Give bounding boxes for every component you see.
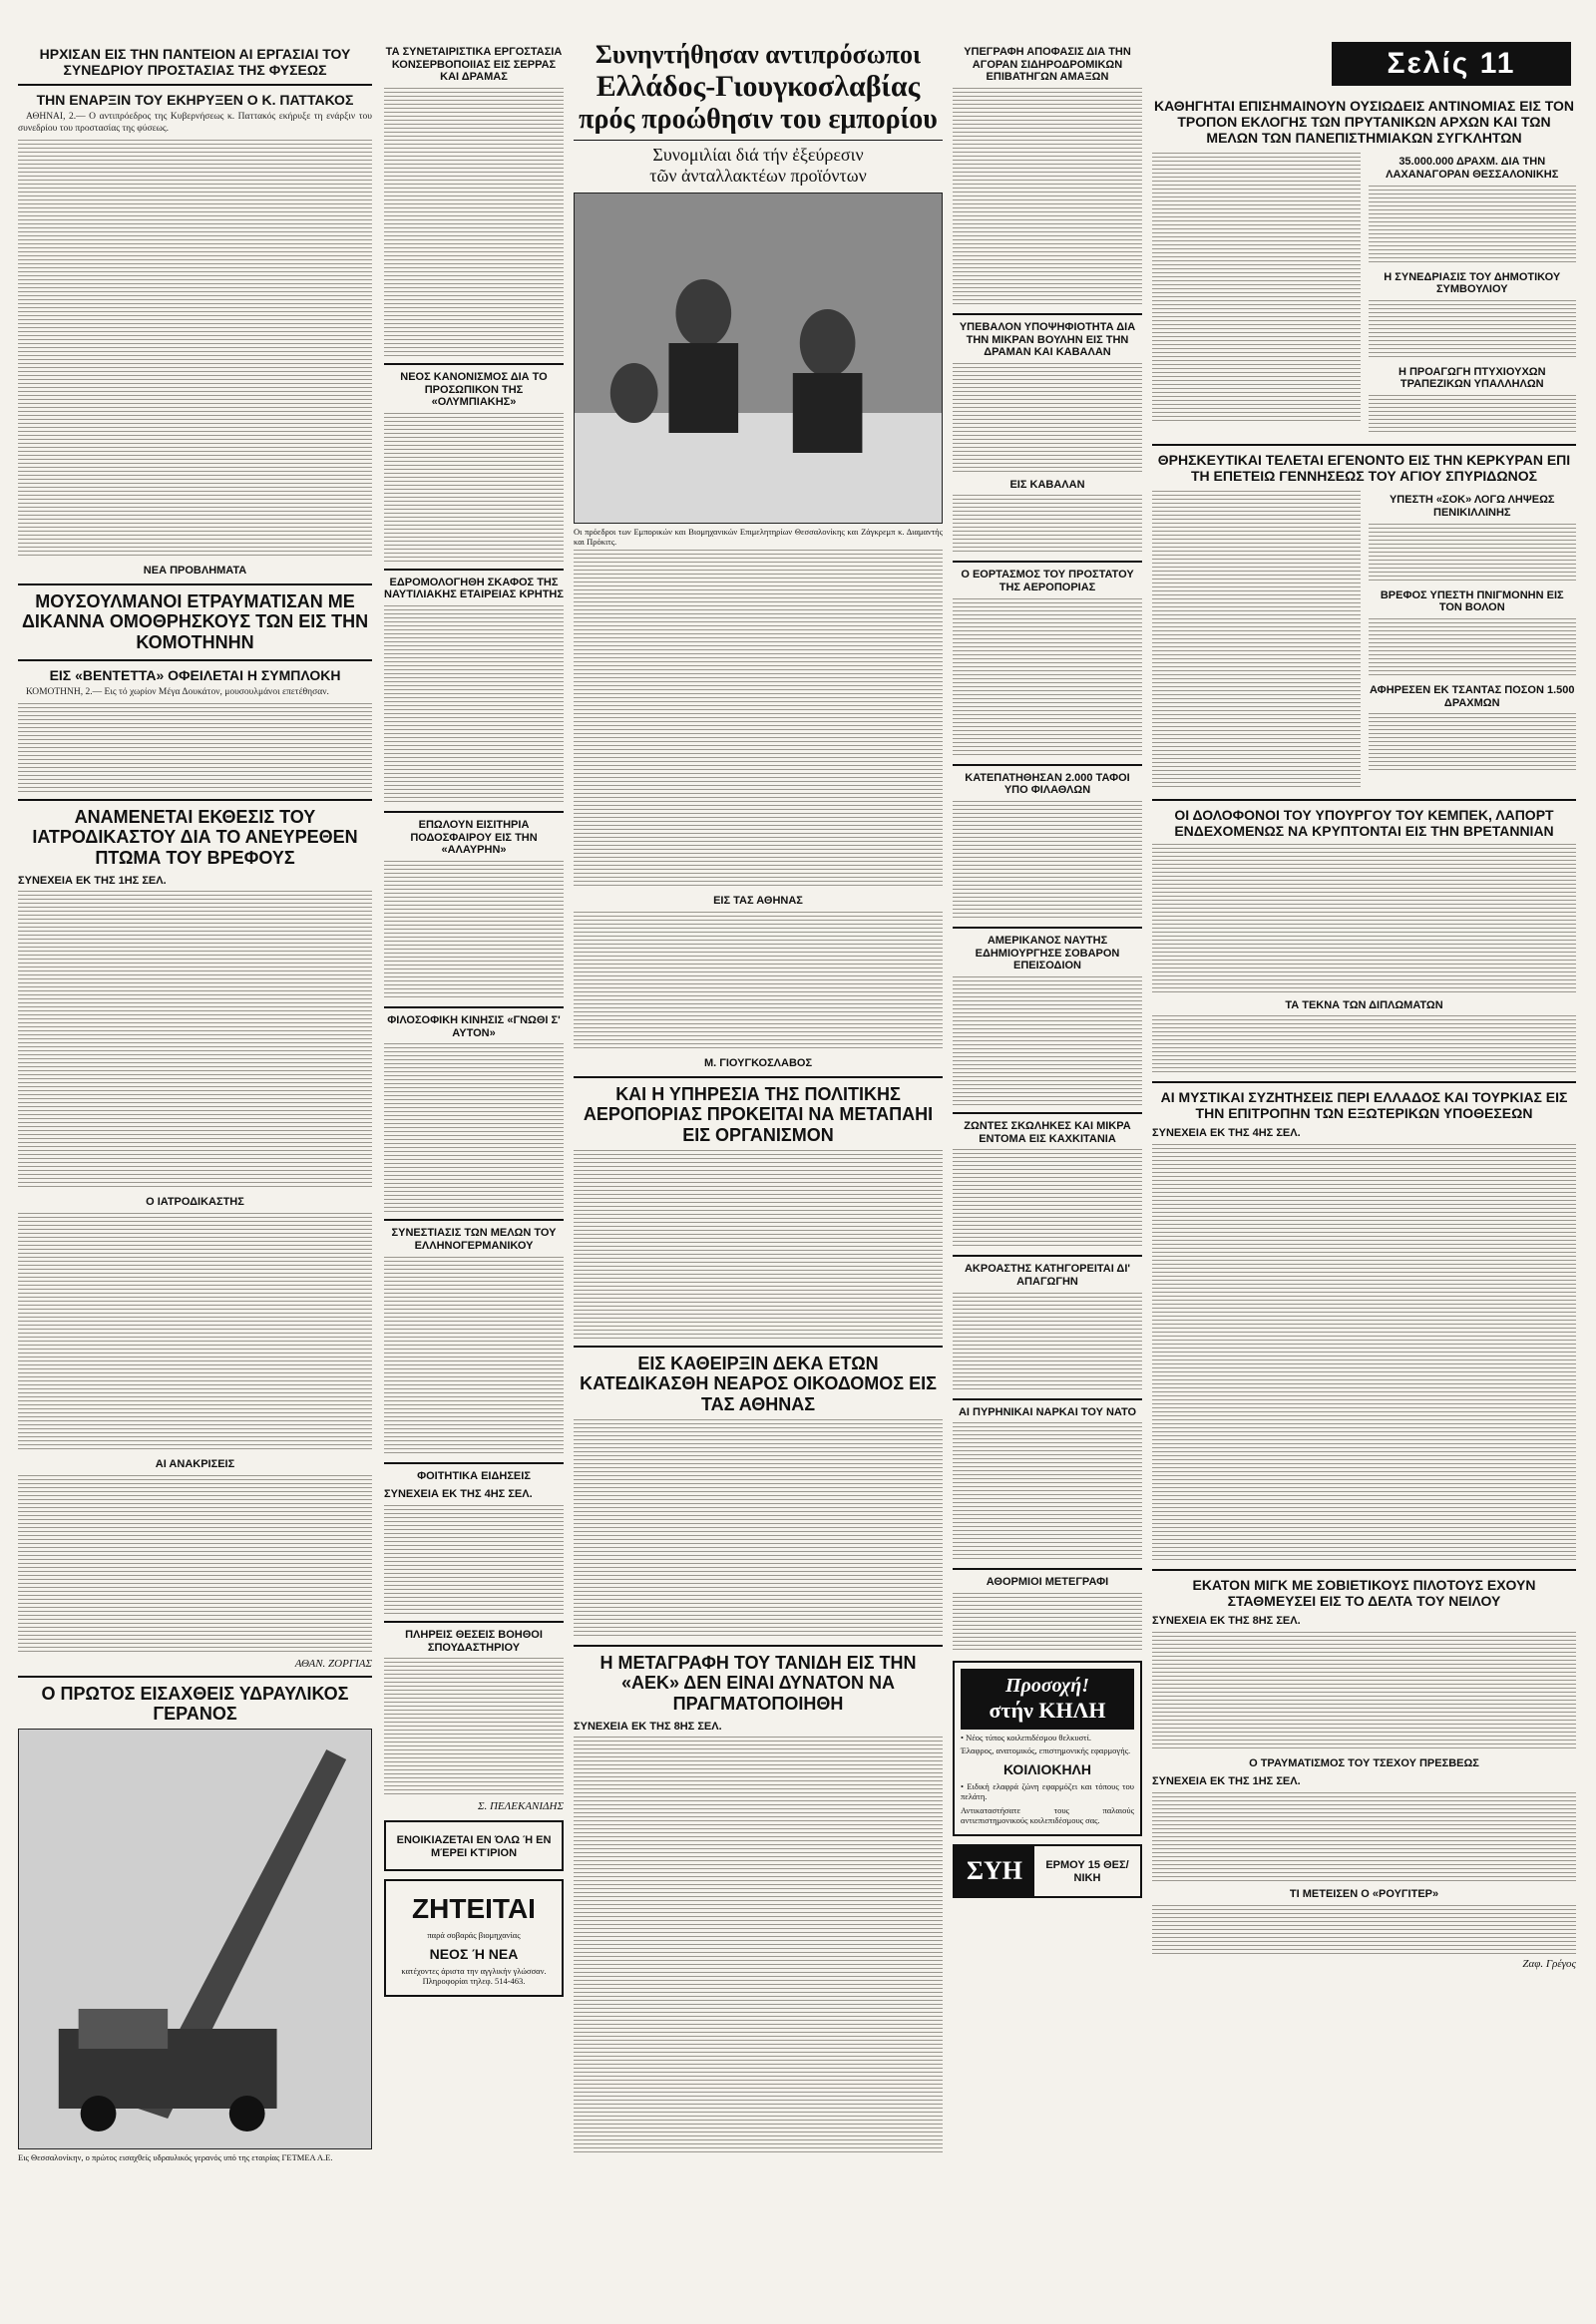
text-block xyxy=(953,1293,1142,1392)
text-block xyxy=(1369,300,1577,360)
divider xyxy=(384,1462,564,1464)
headline-football-tickets: ΕΠΩΛΟΥΝ ΕΙΣΙΤΗΡΙΑ ΠΟΔΟΣΦΑΙΡΟΥ ΕΙΣ ΤΗΝ «ΑΛΑΥΡΗΝ» xyxy=(410,819,538,857)
text-block xyxy=(953,1422,1142,1562)
divider xyxy=(18,1676,372,1678)
text-block xyxy=(18,1475,372,1655)
divider xyxy=(574,1346,943,1348)
advertisement-hernia xyxy=(953,1661,1142,1836)
subhead-kavala: ΕΙΣ ΚΑΒΑΛΑΝ xyxy=(1009,478,1085,491)
headline-corfu-ceremonies: ΘΡΗΣΚΕΥΤΙΚΑΙ ΤΕΛΕΤΑΙ ΕΓΕΝΟΝΤΟ ΕΙΣ ΤΗΝ ΚΕΡΚΥΡΑΝ ΕΠΙ ΤΗ ΕΠΕΤΕΙΩ ΓΕΝΝΗΣΕΩΣ ΤΟΥ ΑΓΙΟΥ ΣΠΥΡΙΔΩΝΟΣ xyxy=(1157,452,1571,485)
text-block xyxy=(1369,524,1577,583)
ad-subtitle: παρά σοβαράς βιομηχανίας xyxy=(427,1929,521,1940)
subhead-new-problems: ΝΕΑ ΠΡΟΒΛΗΜΑΤΑ xyxy=(143,565,247,578)
headline-infant-volos: ΒΡΕΦΟΣ ΥΠΕΣΤΗ ΠΝΙΓΜΟΝΗΝ ΕΙΣ ΤΟΝ ΒΟΛΟΝ xyxy=(1380,588,1564,614)
divider xyxy=(953,561,1142,563)
ad-attention: Προσοχή! xyxy=(1004,1674,1090,1697)
continued-note: ΣΥΝΕΧΕΙΑ ΕΚ ΤΗΣ 4ΗΣ ΣΕΛ. xyxy=(1152,1127,1301,1140)
byline: ΑΘΑΝ. ΖΟΡΓΙΑΣ xyxy=(294,1657,372,1670)
deck-1: Συνομιλίαι διά τήν ἐξεύρεσιν xyxy=(652,145,864,165)
headline-builder-sentenced: ΕΙΣ ΚΑΘΕΙΡΞΙΝ ΔΕΚΑ ΕΤΩΝ ΚΑΤΕΔΙΚΑΣΘΗ ΝΕΑΡΟΣ ΟΙΚΟΔΟΜΟΣ ΕΙΣ ΤΑΣ ΑΘΗΝΑΣ xyxy=(580,1353,937,1415)
divider xyxy=(18,84,372,86)
subhead-investigations: ΑΙ ΑΝΑΚΡΙΣΕΙΣ xyxy=(155,1458,235,1471)
ad-store-box xyxy=(953,1844,1142,1898)
divider xyxy=(384,1219,564,1221)
two-column-block xyxy=(1152,488,1576,793)
text-block xyxy=(384,861,564,1000)
headline-mig-nile-delta: ΕΚΑΤΟΝ ΜΙΓΚ ΜΕ ΣΟΒΙΕΤΙΚΟΥΣ ΠΙΛΟΤΟΥΣ ΕΧΟΥΝ ΣΤΑΘΜΕΥΣΕΙ ΕΙΣ ΤΟ ΔΕΛΤΑ ΤΟΥ ΝΕΙΛΟΥ xyxy=(1192,1576,1536,1610)
subhead-coroner: Ο ΙΑΤΡΟΔΙΚΑΣΤΗΣ xyxy=(146,1196,244,1209)
divider xyxy=(953,764,1142,766)
text-block xyxy=(1152,491,1361,790)
continued-note: ΣΥΝΕΧΕΙΑ ΕΚ ΤΗΣ 1ΗΣ ΣΕΛ. xyxy=(18,874,167,887)
banner-headline-3: πρός προώθησιν του εμπορίου xyxy=(579,104,938,135)
ad-store-address: ΕΡΜΟΥ 15 ΘΕΣ/ΝΙΚΗ xyxy=(1045,1859,1129,1885)
divider xyxy=(1152,444,1576,446)
text-block xyxy=(1369,618,1577,678)
divider xyxy=(18,583,372,585)
text-block xyxy=(953,598,1142,758)
ad-role: ΝΕΟΣ Ή ΝΕΑ xyxy=(429,1945,519,1962)
headline-transfers: ΑΘΟΡΜΙΟΙ ΜΕΤΕΓΡΑΦΙ xyxy=(986,1576,1109,1589)
headline-tanidis-transfer: Η ΜΕΤΑΓΡΑΦΗ ΤΟΥ ΤΑΝΙΔΗ ΕΙΣ ΤΗΝ «ΑΕΚ» ΔΕΝ ΕΙΝΑΙ ΔΥΝΑΤΟΝ ΝΑ ΠΡΑΓΜΑΤΟΠΟΙΗΘΗ xyxy=(599,1652,917,1715)
divider xyxy=(1152,1569,1576,1571)
headline-student-news: ΦΟΙΤΗΤΙΚΑ ΕΙΔΗΣΕΙΣ xyxy=(417,1469,531,1482)
text-block xyxy=(574,550,943,889)
text-block xyxy=(953,495,1142,555)
sub-column-right xyxy=(1369,488,1577,793)
headline-bank-employees: Η ΠΡΟΑΓΩΓΗ ΠΤΥΧΙΟΥΧΩΝ ΤΡΑΠΕΖΙΚΩΝ ΥΠΑΛΛΗΛΩΝ xyxy=(1397,365,1546,391)
column-2 xyxy=(384,40,564,2304)
headline-penicillin-shock: ΥΠΕΣΤΗ «ΣΟΚ» ΛΟΓΩ ΛΗΨΕΩΣ ΠΕΝΙΚΙΛΛΙΝΗΣ xyxy=(1389,494,1555,519)
divider xyxy=(953,1398,1142,1400)
text-block xyxy=(1152,1632,1576,1751)
headline-small-parliament: ΥΠΕΒΑΛΟΝ ΥΠΟΨΗΦΙΟΤΗΤΑ ΔΙΑ ΤΗΝ ΜΙΚΡΑΝ ΒΟΥΛΗΝ ΕΙΣ ΤΗΝ ΔΡΑΜΑΝ ΚΑΙ ΚΑΒΑΛΑΝ xyxy=(959,320,1136,359)
ad-text: ΕΝΟΙΚΙΑΖΕΤΑΙ ΕΝ ΌΛΩ Ή ΕΝ ΜΈΡΕΙ ΚΤΊΡΙΟΝ xyxy=(396,1834,552,1859)
headline-nato-mines: ΑΙ ΠΥΡΗΝΙΚΑΙ ΝΑΡΚΑΙ ΤΟΥ ΝΑΤΟ xyxy=(958,1405,1137,1418)
text-block xyxy=(574,912,943,1051)
continued-note: ΣΥΝΕΧΕΙΑ ΕΚ ΤΗΣ 8ΗΣ ΣΕΛ. xyxy=(574,1720,722,1733)
text-block xyxy=(1369,713,1577,773)
headline-komotini: ΜΟΥΣΟΥΛΜΑΝΟΙ ΕΤΡΑΥΜΑΤΙΣΑΝ ΜΕ ΔΙΚΑΝΝΑ ΟΜΟΘΡΗΣΚΟΥΣ ΤΩΝ ΕΙΣ ΤΗΝ ΚΟΜΟΤΗΝΗΝ xyxy=(21,590,369,653)
text-block xyxy=(384,1505,564,1615)
meeting-image xyxy=(575,194,942,523)
text-block xyxy=(1369,186,1577,265)
text-block xyxy=(953,1149,1142,1249)
column-5 xyxy=(1152,92,1576,2304)
text-block xyxy=(384,605,564,805)
text-block xyxy=(1152,1144,1576,1563)
ad-header xyxy=(961,1669,1134,1730)
headline-greek-german: ΣΥΝΕΣΤΙΑΣΙΣ ΤΩΝ ΜΕΛΩΝ ΤΟΥ ΕΛΛΗΝΟΓΕΡΜΑΝΙΚΟΥ xyxy=(391,1227,557,1252)
text-block xyxy=(953,801,1142,921)
text-block xyxy=(1152,153,1361,422)
headline-coroner: ΑΝΑΜΕΝΕΤΑΙ ΕΚΘΕΣΙΣ ΤΟΥ ΙΑΤΡΟΔΙΚΑΣΤΟΥ ΔΙΑ ΤΟ ΑΝΕΥΡΕΘΕΝ ΠΤΩΜΑ ΤΟΥ ΒΡΕΦΟΥΣ xyxy=(32,806,358,869)
divider xyxy=(384,1621,564,1623)
continued-note: ΣΥΝΕΧΕΙΑ ΕΚ ΤΗΣ 1ΗΣ ΣΕΛ. xyxy=(1152,1775,1301,1788)
divider xyxy=(574,140,943,141)
text-block xyxy=(574,1150,943,1340)
headline-crane: Ο ΠΡΩΤΟΣ ΕΙΣΑΧΘΕΙΣ ΥΔΡΑΥΛΙΚΟΣ ΓΕΡΑΝΟΣ xyxy=(41,1683,349,1725)
divider xyxy=(953,1255,1142,1257)
text-block xyxy=(18,1213,372,1452)
text-block xyxy=(384,1257,564,1456)
text-block xyxy=(1152,1015,1576,1075)
subhead-diplomats-children: ΤΑ ΤΕΚΝΑ ΤΩΝ ΔΙΠΛΩΜΑΤΩΝ xyxy=(1285,998,1443,1011)
text-block xyxy=(953,88,1142,307)
sub-column-right xyxy=(1369,150,1577,438)
text-block xyxy=(384,1658,564,1797)
text-block xyxy=(18,703,372,793)
subhead-yugoslav: Μ. ΓΙΟΥΓΚΟΣΛΑΒΟΣ xyxy=(703,1057,813,1070)
text-block xyxy=(1152,1905,1576,1955)
text-block xyxy=(384,88,564,357)
headline-canneries: ΤΑ ΣΥΝΕΤΑΙΡΙΣΤΙΚΑ ΕΡΓΟΣΤΑΣΙΑ ΚΟΝΣΕΡΒΟΠΟΙΙΑΣ ΕΙΣ ΣΕΡΡΑΣ ΚΑΙ ΔΡΑΜΑΣ xyxy=(385,46,563,84)
divider xyxy=(953,1568,1142,1570)
text-block xyxy=(1152,1792,1576,1882)
headline-vegetable-market: 35.000.000 ΔΡΑΧΜ. ΔΙΑ ΤΗΝ ΛΑΧΑΝΑΓΟΡΑΝ ΘΕΣΣΑΛΟΝΙΚΗΣ xyxy=(1386,156,1559,181)
crane-photo xyxy=(18,1729,372,2149)
text-block xyxy=(574,1419,943,1639)
subhead-pattakos: ΤΗΝ ΕΝΑΡΞΙΝ ΤΟΥ ΕΚΗΡΥΞΕΝ Ο Κ. ΠΑΤΤΑΚΟΣ xyxy=(36,92,354,109)
headline-olympic: ΝΕΟΣ ΚΑΝΟΝΙΣΜΟΣ ΔΙΑ ΤΟ ΠΡΟΣΩΠΙΚΟΝ ΤΗΣ «ΟΛΥΜΠΙΑΚΗΣ» xyxy=(400,370,548,409)
two-column-block xyxy=(1152,150,1576,438)
headline-kidnapping: ΑΚΡΟΑΣΤΗΣ ΚΑΤΗΓΟΡΕΙΤΑΙ ΔΙ' ΑΠΑΓΩΓΗΝ xyxy=(964,1263,1130,1288)
ad-heading: ΚΟΙΛΙΟΚΗΛΗ xyxy=(1002,1761,1092,1778)
ad-store-logo: ΣΥΗ xyxy=(955,1846,1034,1896)
headline-city-council: Η ΣΥΝΕΔΡΙΑΣΙΣ ΤΟΥ ΔΗΜΟΤΙΚΟΥ ΣΥΜΒΟΥΛΙΟΥ xyxy=(1384,270,1561,296)
divider xyxy=(384,363,564,365)
column-1 xyxy=(18,40,372,2304)
headline-assistant-posts: ΠΛΗΡΕΙΣ ΘΕΣΕΙΣ ΒΟΗΘΟΙ ΣΠΟΥΔΑΣΤΗΡΙΟΥ xyxy=(405,1628,543,1654)
sub-column-left xyxy=(1152,150,1361,438)
ad-title: ΖΗΤΕΙΤΑΙ xyxy=(412,1893,536,1925)
meeting-photo xyxy=(574,193,943,524)
headline-graves-trampled: ΚΑΤΕΠΑΤΗΘΗΣΑΝ 2.000 ΤΑΦΟΙ ΥΠΟ ΦΙΛΑΘΛΩΝ xyxy=(965,771,1130,797)
continued-note: ΣΥΝΕΧΕΙΑ ΕΚ ΤΗΣ 8ΗΣ ΣΕΛ. xyxy=(1152,1615,1301,1628)
divider xyxy=(1152,1081,1576,1083)
text-block xyxy=(18,140,372,559)
subhead-reuter: ΤΙ ΜΕΤΕΙΣΕΝ Ο «ΡΟΥΓΙΤΕΡ» xyxy=(1289,1888,1439,1901)
meeting-caption: Οι πρόεδροι των Εμπορικών και Βιομηχανικών Επιμελητηρίων Θεσσαλονίκης και Ζάγκρεμπ κ. Διαμαντής και Πρόκιτς. xyxy=(574,527,943,548)
headline-purse-theft: ΑΦΗΡΕΣΕΝ ΕΚ ΤΣΑΝΤΑΣ ΠΟΣΟΝ 1.500 ΔΡΑΧΜΩΝ xyxy=(1370,683,1575,709)
article-text: ΚΟΜΟΤΗΝΗ, 2.— Εις τό χωρίον Μέγα Δουκάτον, μουσουλμάνοι επετέθησαν. xyxy=(26,686,329,697)
deck-2: τῶν ἀνταλλακτέων προϊόντων xyxy=(649,166,867,186)
divider xyxy=(1152,799,1576,801)
headline-greece-turkey-talks: ΑΙ ΜΥΣΤΙΚΑΙ ΣΥΖΗΤΗΣΕΙΣ ΠΕΡΙ ΕΛΛΑΔΟΣ ΚΑΙ ΤΟΥΡΚΙΑΣ ΕΙΣ ΤΗΝ ΕΠΙΤΡΟΠΗΝ ΤΩΝ ΕΞΩΤΕΡΙΚΩΝ ΥΠΟΘΕΣΕΩΝ xyxy=(1160,1089,1568,1122)
headline-crete-ship: ΕΔΡΟΜΟΛΟΓΗΘΗ ΣΚΑΦΟΣ ΤΗΣ ΝΑΥΤΙΛΙΑΚΗΣ ΕΤΑΙΡΕΙΑΣ ΚΡΗΤΗΣ xyxy=(384,576,564,601)
ad-line: • Νέος τύπος κοιλεπιδέσμου θελκυστί. xyxy=(961,1732,1091,1743)
divider xyxy=(18,799,372,801)
byline: Σ. ΠΕΛΕΚΑΝΙΔΗΣ xyxy=(477,1800,564,1813)
continued-note: ΣΥΝΕΧΕΙΑ ΕΚ ΤΗΣ 4ΗΣ ΣΕΛ. xyxy=(384,1488,533,1501)
ad-line: Αντικαταστήσατε τους παλαιούς αντιεπιστημονικούς κοιλεπιδέσμους σας. xyxy=(961,1804,1134,1825)
headline-airforce-patron: Ο ΕΟΡΤΑΣΜΟΣ ΤΟΥ ΠΡΟΣΤΑΤΟΥ ΤΗΣ ΑΕΡΟΠΟΡΙΑΣ xyxy=(961,569,1134,594)
headline-quebec-murderers: ΟΙ ΔΟΛΟΦΟΝΟΙ ΤΟΥ ΥΠΟΥΡΓΟΥ ΤΟΥ ΚΕΜΠΕΚ, ΛΑΠΟΡΤ ΕΝΔΕΧΟΜΕΝΩΣ ΝΑ ΚΡΥΠΤΟΝΤΑΙ ΕΙΣ ΤΗΝ ΒΡΕΤΑΝΝΙΑΝ xyxy=(1174,807,1554,840)
subhead-czech-ambassador: Ο ΤΡΑΥΜΑΤΙΣΜΟΣ ΤΟΥ ΤΣΕΧΟΥ ΠΡΕΣΒΕΩΣ xyxy=(1249,1756,1479,1769)
divider xyxy=(574,1076,943,1078)
column-3 xyxy=(574,40,943,2304)
banner-headline-1: Συνηντήθησαν αντιπρόσωποι xyxy=(595,40,922,69)
headline-nature-congress: ΗΡΧΙΣΑΝ ΕΙΣ ΤΗΝ ΠΑΝΤΕΙΟΝ ΑΙ ΕΡΓΑΣΙΑΙ ΤΟΥ ΣΥΝΕΔΡΙΟΥ ΠΡΟΣΤΑΣΙΑΣ ΤΗΣ ΦΥΣΕΩΣ xyxy=(39,46,351,79)
text-block xyxy=(953,976,1142,1106)
headline-american-sailor: ΑΜΕΡΙΚΑΝΟΣ ΝΑΥΤΗΣ ΕΔΗΜΙΟΥΡΓΗΣΕ ΣΟΒΑΡΟΝ ΕΠΕΙΣΟΔΙΟΝ xyxy=(975,935,1120,972)
text-block xyxy=(384,413,564,563)
page-number-masthead: Σελίς 11 xyxy=(1332,42,1571,86)
sub-column-left xyxy=(1152,488,1361,793)
divider xyxy=(574,1645,943,1647)
divider xyxy=(953,927,1142,929)
subhead-athens: ΕΙΣ ΤΑΣ ΑΘΗΝΑΣ xyxy=(713,895,803,908)
column-4 xyxy=(953,40,1142,2304)
divider xyxy=(953,313,1142,315)
ad-details: κατέχοντες άριστα την αγγλικήν γλώσσαν. Πληροφορίαι τηλεφ. 514-463. xyxy=(401,1965,547,1987)
divider xyxy=(953,1112,1142,1114)
text-block xyxy=(18,891,372,1190)
ad-line: Έλαφρος, ανατομικός, επιστημονικής εφαρμογής. xyxy=(961,1745,1131,1755)
article-text: ΑΘΗΝΑΙ, 2.— Ο αντιπρόεδρος της Κυβερνήσεως κ. Παττακός εκήρυξε τη ενάρξιν του συνεδρίου του προστασίας της φύσεως. xyxy=(18,112,372,135)
headline-railway-cars: ΥΠΕΓΡΑΦΗ ΑΠΟΦΑΣΙΣ ΔΙΑ ΤΗΝ ΑΓΟΡΑΝ ΣΙΔΗΡΟΔΡΟΜΙΚΩΝ ΕΠΙΒΑΤΗΓΩΝ ΑΜΑΞΩΝ xyxy=(964,46,1131,84)
divider xyxy=(384,569,564,571)
divider xyxy=(384,1006,564,1008)
headline-university-elections: ΚΑΘΗΓΗΤΑΙ ΕΠΙΣΗΜΑΙΝΟΥΝ ΟΥΣΙΩΔΕΙΣ ΑΝΤΙΝΟΜΙΑΣ ΕΙΣ ΤΟΝ ΤΡΟΠΟΝ ΕΚΛΟΓΗΣ ΤΩΝ ΠΡΥΤΑΝΙΚΩΝ ΑΡΧΩΝ ΚΑΙ ΤΩΝ ΜΕΛΩΝ ΤΩΝ ΠΑΝΕΠΙΣΤΗΜΙΑΚΩΝ ΣΥΓΚΛΗΤΩΝ xyxy=(1153,98,1575,147)
text-block xyxy=(953,363,1142,473)
headline-civil-aviation: ΚΑΙ Η ΥΠΗΡΕΣΙΑ ΤΗΣ ΠΟΛΙΤΙΚΗΣ ΑΕΡΟΠΟΡΙΑΣ ΠΡΟΚΕΙΤΑΙ ΝΑ ΜΕΤΑΠΑΗΙ ΕΙΣ ΟΡΓΑΝΙΣΜΟΝ xyxy=(583,1083,934,1146)
headline-worms-insects: ΖΩΝΤΕΣ ΣΚΩΛΗΚΕΣ ΚΑΙ ΜΙΚΡΑ ΕΝΤΟΜΑ ΕΙΣ ΚΑΧΚΙΤΑΝΙΑ xyxy=(964,1119,1131,1145)
text-block xyxy=(953,1593,1142,1653)
crane-image xyxy=(19,1730,371,2148)
byline: Ζαφ. Γρέγος xyxy=(1522,1957,1576,1970)
classified-ad-rent xyxy=(384,1820,564,1871)
banner-headline-2: Ελλάδος-Γιουγκοσλαβίας xyxy=(596,70,921,103)
text-block xyxy=(384,1043,564,1213)
text-block xyxy=(1369,395,1577,435)
text-block xyxy=(574,1737,943,2155)
divider xyxy=(384,811,564,813)
ad-product: στήν ΚΗΛΗ xyxy=(989,1697,1106,1723)
classified-ad-wanted xyxy=(384,1879,564,1997)
ad-line: • Ειδική ελαφρά ζώνη εφαρμόζει και τόπους του πελάτη. xyxy=(961,1781,1134,1802)
divider xyxy=(18,659,372,661)
headline-philosophy: ΦΙΛΟΣΟΦΙΚΗ ΚΙΝΗΣΙΣ «ΓΝΩΘΙ Σ' ΑΥΤΟΝ» xyxy=(387,1014,561,1039)
subhead-vendetta: ΕΙΣ «ΒΕΝΤΕΤΤΑ» ΟΦΕΙΛΕΤΑΙ Η ΣΥΜΠΛΟΚΗ xyxy=(49,666,341,683)
text-block xyxy=(1152,844,1576,993)
crane-caption: Εις Θεσσαλονίκην, ο πρώτος εισαχθείς υδραυλικός γερανός υπό της εταιρίας ΓΕΤΜΕΑ Α.Ε. xyxy=(18,2152,333,2163)
